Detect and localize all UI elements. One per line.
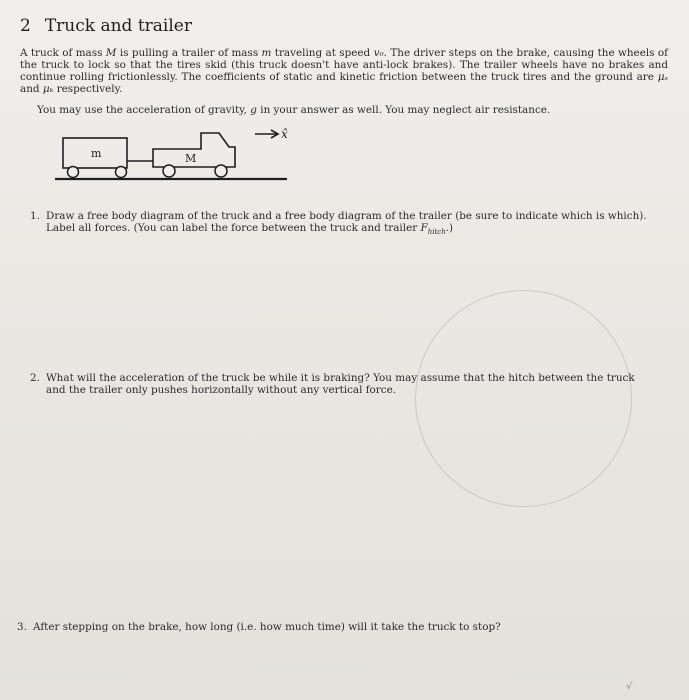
question-text: What will the acceleration of the truck be while it is braking? You may assume that the hitch between the truck — [46, 372, 635, 384]
intro-text: respectively. — [53, 83, 123, 95]
problem-note — [37, 104, 550, 116]
section-heading — [20, 16, 192, 36]
background-circle-shadow — [415, 290, 632, 507]
symbol-gravity: g — [250, 104, 257, 116]
diagram-svg — [55, 125, 295, 185]
question-text: Draw a free body diagram of the truck and a free body diagram of the trailer (be sure to indicate which is which). — [46, 210, 647, 222]
intro-text: traveling at speed — [271, 47, 374, 59]
trailer-label: m — [91, 147, 102, 160]
axis-label-x: x̂ — [281, 127, 288, 141]
symbol-hitch-subscript: hitch — [427, 228, 446, 237]
symbol-trailer-mass: m — [261, 47, 272, 59]
question-1 — [30, 210, 670, 238]
question-2 — [30, 372, 670, 396]
question-number: 2. — [30, 372, 40, 384]
intro-text: . The driver steps on the brake, causing the wheels of the truck to lock so that the tires skid (this truck doesn't have anti-lock brakes). The trailer wheels have no brakes and continue rolling frictionlessly. The coefficients of static and kinetic friction between the truck tires and the ground are — [20, 47, 668, 83]
symbol-truck-mass: M — [105, 47, 117, 59]
question-3 — [17, 621, 657, 633]
note-text: in your answer as well. You may neglect air resistance. — [256, 104, 551, 116]
trailer-wheel-rear — [68, 167, 79, 178]
question-text: Label all forces. (You can label the force between the truck and trailer — [46, 222, 421, 234]
question-text: After stepping on the brake, how long (i.e. how much time) will it take the truck to stop? — [33, 621, 501, 633]
question-number: 3. — [17, 621, 27, 633]
note-text: You may use the acceleration of gravity, — [37, 104, 251, 116]
problem-statement — [20, 47, 668, 95]
question-number: 1. — [30, 210, 40, 222]
question-text: and the trailer only pushes horizontally without any vertical force. — [46, 384, 397, 396]
trailer-wheel-front — [116, 167, 127, 178]
corner-check-mark: √ — [626, 681, 633, 692]
symbol-static-friction: μₛ — [657, 71, 668, 83]
intro-text: is pulling a trailer of mass — [116, 47, 262, 59]
truck-label: M — [185, 152, 197, 165]
symbol-initial-speed: v₀ — [373, 47, 384, 59]
section-number: 2 — [20, 16, 31, 36]
symbol-kinetic-friction: μₖ — [42, 83, 54, 95]
truck-wheel-front — [215, 165, 227, 177]
intro-text: and — [20, 83, 43, 95]
section-title: Truck and trailer — [44, 16, 192, 36]
question-text: .) — [445, 222, 454, 234]
truck-wheel-rear — [163, 165, 175, 177]
symbol-hitch-force: F — [420, 222, 428, 234]
intro-text: A truck of mass — [20, 47, 106, 59]
truck-trailer-diagram — [55, 125, 295, 189]
